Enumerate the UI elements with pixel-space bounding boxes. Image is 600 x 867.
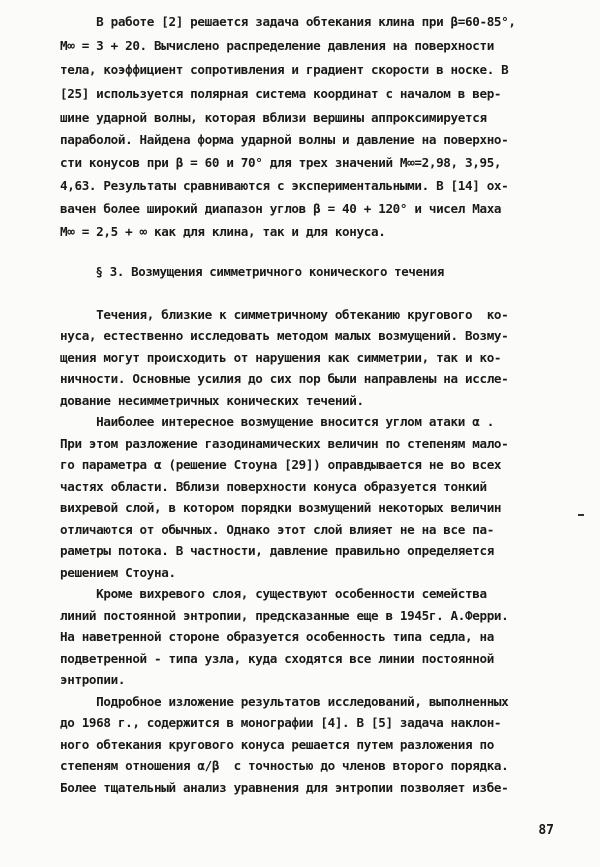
text-line: тела, коэффициент сопротивления и градиент скорости в носке. В [60, 62, 509, 77]
text-line: [25] используется полярная система координат с началом в вер- [60, 86, 502, 101]
text-line: параболой. Найдена форма ударной волны и давление на поверхно- [60, 132, 509, 147]
text-line: На наветренной стороне образуется особенность типа седла, на [60, 629, 494, 644]
text-line: вихревой слой, в котором порядки возмущений некоторых величин [60, 500, 502, 515]
text-line: нуса, естественно исследовать методом малых возмущений. Возму- [60, 328, 509, 343]
text-line: энтропии. [60, 672, 126, 687]
text-line: Течения, близкие к симметричному обтеканию кругового ко- [60, 307, 509, 322]
text-line: сти конусов при β = 60 и 70° для трех значений M∞=2,98, 3,95, [60, 155, 502, 170]
text-line: го параметра α (решение Стоуна [29]) оправдывается не во всех [60, 457, 502, 472]
text-line: Кроме вихревого слоя, существуют особенности семейства [60, 586, 487, 601]
text-line: вачен более широкий диапазон углов β = 40 + 120° и чисел Маха [60, 201, 502, 216]
text-line: Подробное изложение результатов исследований, выполненных [60, 694, 509, 709]
text-line: степеням отношения α/β с точностью до членов второго порядка. [60, 758, 509, 773]
text-line: Наиболее интересное возмущение вносится углом атаки α . [60, 414, 494, 429]
text-line: решением Стоуна. [60, 565, 176, 580]
text-line: линий постоянной энтропии, предсказанные еще в 1945г. А.Ферри. [60, 608, 509, 623]
text-line: отличаются от обычных. Однако этот слой влияет не на все па- [60, 522, 494, 537]
text-line: Более тщательный анализ уравнения для энтропии позволяет избе- [60, 780, 509, 795]
page-number: 87 [538, 823, 554, 838]
text-line: до 1968 г., содержится в монографии [4]. В [5] задача наклон- [60, 715, 502, 730]
text-line: M∞ = 3 + 20. Вычислено распределение давления на поверхности [60, 38, 494, 53]
text-line: ного обтекания кругового конуса решается путем разложения по [60, 737, 494, 752]
text-line: дование несимметричных конических течений. [60, 393, 364, 408]
text-line: В работе [2] решается задача обтекания клина при β=60-85°, [60, 14, 516, 29]
text-line: При этом разложение газодинамических величин по степеням мало- [60, 436, 509, 451]
text-line: ничности. Основные усилия до сих пор были направлены на иссле- [60, 371, 509, 386]
margin-mark [578, 514, 584, 516]
text-line: шине ударной волны, которая вблизи вершины аппроксимируется [60, 110, 487, 125]
text-line: частях области. Вблизи поверхности конуса образуется тонкий [60, 479, 487, 494]
text-line: M∞ = 2,5 + ∞ как для клина, так и для конуса. [60, 224, 386, 239]
section-heading: § 3. Возмущения симметричного конического течения [60, 264, 444, 279]
text-line: подветренной - типа узла, куда сходятся все линии постоянной [60, 651, 494, 666]
text-line: щения могут происходить от нарушения как симметрии, так и ко- [60, 350, 502, 365]
text-line: раметры потока. В частности, давление правильно определяется [60, 543, 494, 558]
text-line: 4,63. Результаты сравниваются с экспериментальными. В [14] ох- [60, 178, 509, 193]
